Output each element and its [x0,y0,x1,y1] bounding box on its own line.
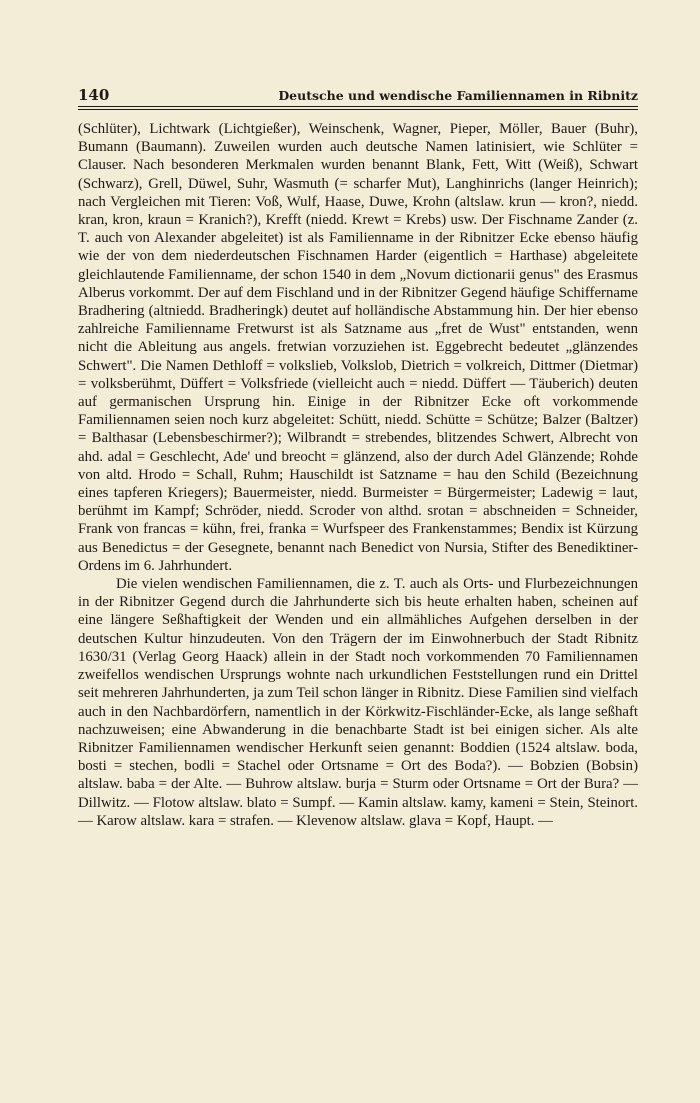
body-text [78,120,638,830]
header-rule [78,106,638,107]
page-header [78,86,638,106]
page-number: 140 [78,86,110,104]
running-head: Deutsche und wendische Familiennamen in Ribnitz [278,88,638,103]
paragraph-1: (Schlüter), Lichtwark (Lichtgießer), Weinschenk, Wagner, Pieper, Möller, Bauer (Buhr), Bumann (Baumann). Zuweilen wurden auch deutsche Namen latinisiert, wie Schlüter = Clauser. Nach besonderen Merkmalen wurden benannt Blank, Fett, Witt (Weiß), Schwart (Schwarz), Grell, Düwel, Suhr, Wasmuth (= scharfer Mut), Langhinrichs (langer Heinrich); nach Vergleichen mit Tieren: Voß, Wulf, Haase, Duwe, Krohn (altslaw. krun — kron?, niedd. kran, kron, kraun = Kranich?), Krefft (niedd. Krewt = Krebs) usw. Der Fischname Zander (z. T. auch von Alexander abgeleitet) ist als Familienname in der Ribnitzer Ecke ebenso häufig wie der von dem niederdeutschen Fischnamen Harder (eigentlich = Harthase) abgeleitete gleichlautende Familienname, der schon 1540 in dem „Novum dictionarii genus" des Erasmus Alberus vorkommt. Der auf dem Fischland und in der Ribnitzer Gegend häufige Schiffername Bradhering (altniedd. Bradheringk) deutet auf holländische Abstammung hin. Der hier ebenso zahlreiche Familienname Fretwurst ist als Satzname aus „fret de Wust" entstanden, wenn nicht die Ableitung aus angels. fretwian vorzuziehen ist. Eggebrecht bedeutet „glänzendes Schwert". Die Namen Dethloff = volkslieb, Volkslob, Dietrich = volkreich, Dittmer (Dietmar) = volksberühmt, Düffert = Volksfriede (vielleicht auch = niedd. Düffert — Täuberich) deuten auf germanischen Ursprung hin. Einige in der Ribnitzer Ecke oft vorkommende Familiennamen seien noch kurz abgeleitet: Schütt, niedd. Schütte = Schütze; Balzer (Baltzer) = Balthasar (Lebensbeschirmer?); Wilbrandt = strebendes, blitzendes Schwert, Albrecht von ahd. adal = Geschlecht, Ade' und breocht = glänzend, also der durch Adel Glänzende; Rohde von altd. Hrodo = Schall, Ruhm; Hauschildt ist Satzname = hau den Schild (Bezeichnung eines tapferen Kriegers); Bauermeister, niedd. Burmeister = Bürgermeister; Ladewig = laut, berühmt im Kampf; Schröder, niedd. Scroder von althd. srotan = abschneiden = Schneider, Frank von francas = kühn, frei, franka = Wurfspeer des Frankenstammes; Bendix ist Kürzung aus Benedictus = der Gesegnete, benannt nach Benedict von Nursia, Stifter des Benediktiner-Ordens im 6. Jahrhundert. [78,121,638,574]
paragraph-2: Die vielen wendischen Familiennamen, die z. T. auch als Orts- und Flurbezeichnungen in der Ribnitzer Gegend durch die Jahrhunderte sich bis heute erhalten haben, scheinen auf eine längere Seßhaftigkeit der Wenden und ein allmähliches Aufgehen derselben in der deutschen Kultur hinzudeuten. Von den Trägern der im Einwohnerbuch der Stadt Ribnitz 1630/31 (Verlag Georg Haack) allein in der Stadt noch vorkommenden 70 Familiennamen zweifellos wendischen Ursprungs wohnte nach urkundlichen Feststellungen rund ein Drittel seit mehreren Jahrhunderten, ja zum Teil schon länger in Ribnitz. Diese Familien sind vielfach auch in den Nachbardörfern, namentlich in der Körkwitz-Fischländer-Ecke, als lange seßhaft nachzuweisen; eine Abwanderung in die benachbarte Stadt ist bei einigen sicher. Als alte Ribnitzer Familiennamen wendischer Herkunft seien genannt: Boddien (1524 altslaw. boda, bosti = stechen, bodli = Stachel oder Ortsname = Ort des Boda?). — Bobzien (Bobsin) altslaw. baba = der Alte. — Buhrow altslaw. burja = Sturm oder Ortsname = Ort der Bura? — Dillwitz. — Flotow altslaw. blato = Sumpf. — Kamin altslaw. kamy, kameni = Stein, Steinort. — Karow altslaw. kara = strafen. — Klevenow altslaw. glava = Kopf, Haupt. — [78,576,638,829]
header-rule-double [78,109,638,110]
